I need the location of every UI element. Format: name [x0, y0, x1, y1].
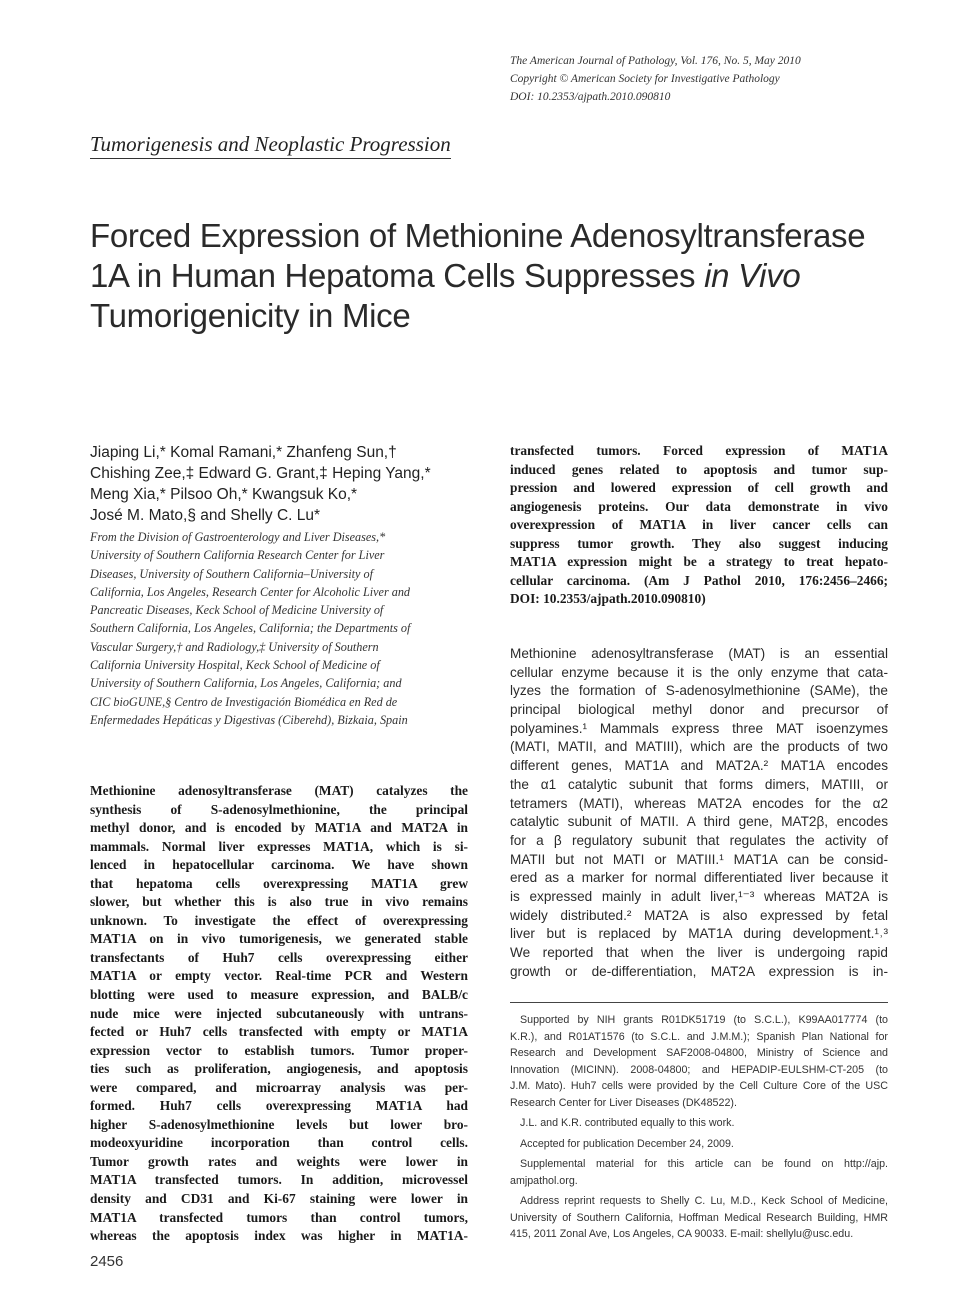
abstract-line: modeoxyuridine incorporation than control cells. [90, 1135, 468, 1151]
abstract-line: suppress tumor growth. They also suggest inducing [510, 535, 888, 551]
abstract-column-left [90, 782, 468, 1246]
footnotes-block [510, 1012, 888, 1243]
body-line: (MATI, MATII, and MATIII), which are the products of two [510, 739, 888, 755]
body-line: for a β regulatory subunit that regulates the activity of [510, 832, 888, 848]
abstract-line: MAT1A or empty vector. Real-time PCR and Western [90, 968, 468, 984]
abstract-line: MAT1A transfected tumors than control tumors, [90, 1209, 468, 1225]
footnote-supplemental-line: Supplemental material for this article can be found on http://ajp. [520, 1158, 888, 1170]
body-line: is expressed mainly in adult liver,¹⁻³ whereas MAT2A is [510, 888, 888, 904]
body-line: principal biological methyl donor and precursor of [510, 702, 888, 718]
footnote-equal-contribution: J.L. and K.R. contributed equally to this work. [520, 1117, 735, 1129]
footnote-support-line: Research and Development SAF2008-04800, Ministry of Science and [510, 1047, 888, 1059]
body-line: lyzes the formation of S-adenosylmethionine (SAMe), the [510, 683, 888, 699]
abstract-line: angiogenesis proteins. Our data demonstrate in vivo [510, 498, 888, 514]
footnote-support-line: Innovation (MICINN). 2008-04800; and HEPADIP-EULSHM-CT-205 (to [510, 1063, 888, 1076]
affiliation-line: University of Southern California, Los Angeles, California; and [90, 676, 402, 691]
abstract-line: density and CD31 and Ki-67 staining were lower in [90, 1191, 468, 1207]
abstract-line: slower, but whether this is also true in vivo remains [90, 894, 468, 910]
abstract-line: ties such as proliferation, angiogenesis, and apoptosis [90, 1061, 468, 1077]
body-line: We reported that when the liver is undergoing rapid [510, 945, 888, 960]
body-line: liver but is replaced by MAT1A during development.¹˒³ [510, 926, 888, 942]
abstract-line: that hepatoma cells overexpressing MAT1A grew [90, 875, 468, 891]
title-italic-text: in Vivo [704, 257, 801, 294]
abstract-line: were compared, and microarray analysis was per- [90, 1079, 468, 1095]
affiliation-line: Diseases, University of Southern California–University of [90, 566, 373, 581]
abstract-line: MAT1A on in vivo tumorigenesis, we generated stable [90, 931, 468, 947]
abstract-line: transfected tumors. Forced expression of MAT1A [510, 443, 888, 458]
body-line: cellular enzyme because it is the only enzyme that cata- [510, 664, 888, 680]
footnote-support-line: Supported by NIH grants R01DK51719 (to S.C.L.), K99AA017774 (to [520, 1014, 888, 1026]
abstract-line: synthesis of S-adenosylmethionine, the principal [90, 801, 468, 817]
affiliation-line: From the Division of Gastroenterology and Liver Diseases,* [90, 530, 386, 544]
section-heading: Tumorigenesis and Neoplastic Progression [90, 131, 451, 159]
abstract-line: Methionine adenosyltransferase (MAT) catalyzes the [90, 783, 468, 798]
footnote-reprint-line: University of Southern California, Hoffman Medical Research Building, HMR [510, 1211, 888, 1224]
introduction-paragraph [510, 645, 888, 981]
author-line: José M. Mato,§ and Shelly C. Lu* [90, 507, 321, 524]
author-line: Chishing Zee,‡ Edward G. Grant,‡ Heping Yang,* [90, 465, 431, 482]
abstract-line: unknown. To investigate the effect of overexpressing [90, 912, 468, 928]
body-line: catalytic subunit of MATII. A third gene, MAT2β, encodes [510, 814, 888, 830]
affiliation-block [90, 528, 470, 729]
abstract-line: fected or Huh7 cells transfected with empty or MAT1A [90, 1024, 468, 1040]
body-line: different genes, MAT1A and MAT2A.² MAT1A encodes [510, 758, 888, 774]
body-line: the α1 catalytic subunit that forms dimers, MATIII, or [510, 776, 888, 792]
affiliation-line: California University Hospital, Keck School of Medicine of [90, 658, 380, 673]
affiliation-line: California, Los Angeles, Research Center for Alcoholic Liver and [90, 584, 411, 599]
footnote-divider [510, 1002, 888, 1003]
journal-volume-line: The American Journal of Pathology, Vol. 176, No. 5, May 2010 [510, 55, 801, 67]
body-line: ered as a marker for normal differentiated liver because it [510, 870, 888, 886]
title-line: Forced Expression of Methionine Adenosyltransferase [90, 217, 866, 254]
abstract-line: transfectants of Huh7 cells overexpressing either [90, 949, 468, 965]
body-line: Methionine adenosyltransferase (MAT) is an essential [510, 646, 888, 661]
abstract-line: induced genes related to apoptosis and tumor sup- [510, 461, 888, 477]
body-line: growth or de-differentiation, MAT2A expression is in- [510, 963, 888, 979]
affiliation-line: Pancreatic Diseases, Keck School of Medicine University of [90, 603, 384, 618]
body-line: tetramers (MATI), whereas MAT2A encodes for the α2 [510, 795, 888, 811]
footnote-support-line: K.R.), and R01AT1576 (to S.C.L. and J.M.M.); Spanish Plan National for [510, 1030, 888, 1043]
abstract-line: pression and lowered expression of cell growth and [510, 480, 888, 496]
footnote-support-line: J.M. Mato). Huh7 cells were provided by the Cell Culture Core of the USC [510, 1080, 888, 1092]
title-line: Tumorigenicity in Mice [90, 297, 411, 334]
abstract-line: whereas the apoptosis index was higher in MAT1A- [90, 1228, 468, 1244]
body-line: MATII but not MATI or MATIII.¹ MAT1A can be consid- [510, 851, 888, 867]
author-line: Meng Xia,* Pilsoo Oh,* Kwangsuk Ko,* [90, 486, 358, 503]
journal-doi-line: DOI: 10.2353/ajpath.2010.090810 [510, 91, 671, 103]
body-line: polyamines.¹ Mammals express three MAT isoenzymes [510, 720, 888, 736]
author-list [90, 442, 470, 526]
affiliation-line: University of Southern California Research Center for Liver [90, 548, 385, 563]
abstract-line: methyl donor, and is encoded by MAT1A and MAT2A in [90, 820, 468, 836]
title-line [90, 256, 910, 296]
abstract-line: blotting were used to measure expression, and BALB/c [90, 987, 468, 1003]
abstract-citation-line: cellular carcinoma. (Am J Pathol 2010, 176:2456–2466; [510, 572, 888, 588]
affiliation-line: Vascular Surgery,† and Radiology,‡ University of Southern [90, 639, 379, 654]
abstract-line: higher S-adenosylmethionine levels but lower bro- [90, 1116, 468, 1132]
affiliation-line: Southern California, Los Angeles, California; the Departments of [90, 621, 411, 636]
article-title [90, 216, 910, 336]
author-line: Jiaping Li,* Komal Ramani,* Zhanfeng Sun,† [90, 444, 397, 461]
footnote-support-line: Research Center for Liver Diseases (DK48522). [510, 1096, 737, 1109]
footnote-reprint-line: Address reprint requests to Shelly C. Lu, M.D., Keck School of Medicine, [520, 1195, 888, 1207]
abstract-line: mammals. Normal liver expresses MAT1A, which is si- [90, 838, 468, 854]
footnote-accepted: Accepted for publication December 24, 2009. [520, 1137, 734, 1150]
abstract-line: overexpression of MAT1A in liver cancer cells can [510, 517, 888, 533]
body-line: widely distributed.² MAT2A is also expressed by fetal [510, 907, 888, 923]
abstract-line: expression vector to establish tumors. Tumor proper- [90, 1042, 468, 1058]
title-text: 1A in Human Hepatoma Cells Suppresses [90, 257, 705, 294]
abstract-line: MAT1A transfected tumors. In addition, microvessel [90, 1172, 468, 1188]
abstract-line: nude mice were injected subcutaneously with untrans- [90, 1005, 468, 1021]
abstract-line: MAT1A expression might be a strategy to treat hepato- [510, 554, 888, 570]
abstract-line: formed. Huh7 cells overexpressing MAT1A had [90, 1098, 468, 1114]
affiliation-line: CIC bioGUNE,§ Centro de Investigación Biomédica en Red de [90, 694, 398, 709]
footnote-supplemental-line: amjpathol.org. [510, 1174, 578, 1187]
abstract-line: lenced in hepatocellular carcinoma. We have shown [90, 857, 468, 873]
abstract-doi-line: DOI: 10.2353/ajpath.2010.090810) [510, 591, 706, 607]
journal-copyright-line: Copyright © American Society for Investigative Pathology [510, 73, 780, 85]
footnote-reprint-line: 415, 2011 Zonal Ave, Los Angeles, CA 90033. E-mail: shellylu@usc.edu. [510, 1228, 854, 1240]
affiliation-line: Enfermedades Hepáticas y Digestivas (Ciberehd), Bizkaia, Spain [90, 712, 408, 727]
journal-citation [510, 52, 930, 106]
abstract-column-right [510, 442, 888, 609]
page-number: 2456 [90, 1253, 124, 1270]
abstract-line: Tumor growth rates and weights were lower in [90, 1153, 468, 1169]
